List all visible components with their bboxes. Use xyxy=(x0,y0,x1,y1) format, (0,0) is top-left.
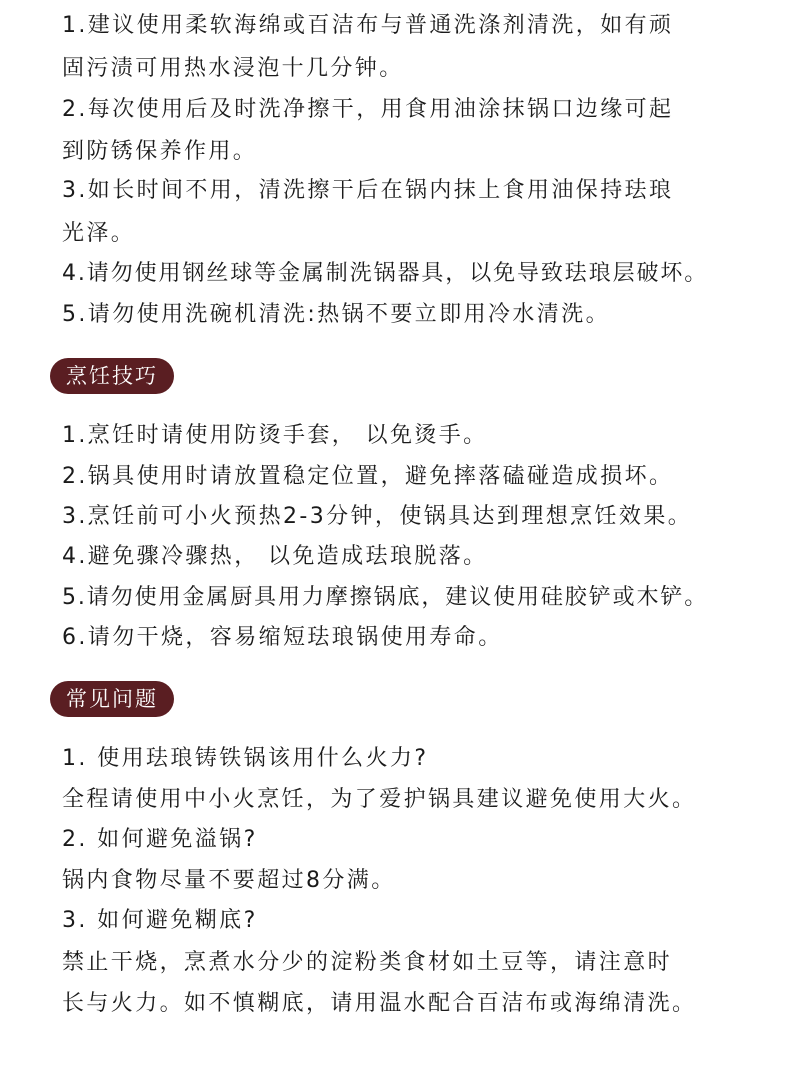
faq-heading: 常见问题 xyxy=(50,681,174,717)
care-line-8: 5.请勿使用洗碗机清洗:热锅不要立即用冷水清洗。 xyxy=(62,302,611,327)
cooking-line-6: 6.请勿干烧，容易缩短珐琅锅使用寿命。 xyxy=(62,625,503,650)
care-line-7: 4.请勿使用钢丝球等金属制洗锅器具，以免导致珐琅层破坏。 xyxy=(62,261,709,286)
cooking-line-1: 1.烹饪时请使用防烫手套， 以免烫手。 xyxy=(62,423,488,448)
faq-answer-3-line-2: 长与火力。如不慎糊底，请用温水配合百洁布或海绵清洗。 xyxy=(62,991,697,1016)
faq-question-3: 3. 如何避免糊底? xyxy=(62,908,258,933)
care-line-4: 到防锈保养作用。 xyxy=(62,139,258,164)
care-line-5: 3.如长时间不用，清洗擦干后在锅内抹上食用油保持珐琅 xyxy=(62,178,674,203)
faq-answer-2: 锅内食物尽量不要超过8分满。 xyxy=(62,868,396,893)
cooking-line-2: 2.锅具使用时请放置稳定位置，避免摔落磕碰造成损坏。 xyxy=(62,464,674,489)
care-line-1: 1.建议使用柔软海绵或百洁布与普通洗涤剂清洗，如有顽 xyxy=(62,13,674,38)
cooking-tips-heading: 烹饪技巧 xyxy=(50,358,174,394)
cooking-line-5: 5.请勿使用金属厨具用力摩擦锅底，建议使用硅胶铲或木铲。 xyxy=(62,585,709,610)
faq-question-1: 1. 使用珐琅铸铁锅该用什么火力? xyxy=(62,746,429,771)
faq-answer-3-line-1: 禁止干烧，烹煮水分少的淀粉类食材如土豆等，请注意时 xyxy=(62,950,673,975)
care-line-3: 2.每次使用后及时洗净擦干，用食用油涂抹锅口边缘可起 xyxy=(62,97,674,122)
faq-answer-1: 全程请使用中小火烹饪，为了爱护锅具建议避免使用大火。 xyxy=(62,787,697,812)
care-line-6: 光泽。 xyxy=(62,221,136,246)
faq-question-2: 2. 如何避免溢锅? xyxy=(62,827,258,852)
cooking-line-3: 3.烹饪前可小火预热2-3分钟，使锅具达到理想烹饪效果。 xyxy=(62,504,693,529)
cooking-line-4: 4.避免骤冷骤热， 以免造成珐琅脱落。 xyxy=(62,544,488,569)
care-line-2: 固污渍可用热水浸泡十几分钟。 xyxy=(62,56,404,81)
